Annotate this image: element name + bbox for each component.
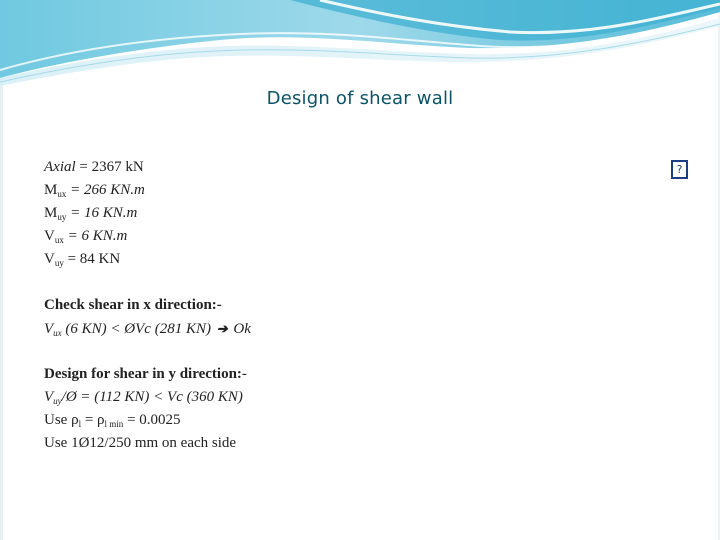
use-bars-line: Use 1Ø12/250 mm on each side (44, 435, 237, 451)
design-y-label: V (44, 389, 54, 405)
muy-line (44, 202, 251, 225)
vux-subscript: ux (54, 235, 64, 245)
use-rho-line (44, 409, 251, 432)
check-x-text: (6 KN) < ØVc (281 KN) (65, 321, 211, 337)
vuy-subscript: uy (54, 258, 64, 268)
check-x-subscript: ux (53, 328, 62, 338)
check-x-result: Ok (233, 321, 251, 337)
missing-glyph-icon (671, 160, 688, 179)
design-y-heading-tail: - (241, 366, 247, 382)
use-rho-suffix: = 0.0025 (123, 412, 181, 428)
check-x-label: V (44, 321, 54, 337)
vuy-value: = 84 KN (67, 251, 121, 267)
design-y-subscript: uy (53, 396, 62, 406)
use-rho-prefix: Use ρ (44, 412, 79, 428)
vuy-line (44, 248, 251, 271)
muy-label: M (44, 205, 58, 221)
content-body (44, 156, 251, 455)
check-x-heading: Check shear in x direction:- (44, 297, 222, 313)
header-wave-decoration (0, 0, 720, 90)
vux-value: = 6 KN.m (67, 228, 128, 244)
rho-subscript-2: l min (104, 419, 124, 429)
design-y-heading (44, 363, 251, 386)
muy-subscript: uy (57, 212, 67, 222)
spacer (44, 271, 251, 294)
design-y-line (44, 386, 251, 409)
page-title: Design of shear wall (266, 88, 454, 109)
mux-line (44, 179, 251, 202)
mux-subscript: ux (57, 189, 67, 199)
vux-label: V (44, 228, 55, 244)
mux-value: = 266 KN.m (70, 182, 145, 198)
arrow-right-icon: ➔ (216, 321, 228, 336)
spacer (44, 340, 251, 363)
design-y-text: /Ø = (112 KN) < Vc (360 KN) (61, 389, 243, 405)
use-rho-mid: = ρ (81, 412, 105, 428)
mux-label: M (44, 182, 58, 198)
axial-value: = 2367 kN (79, 159, 144, 175)
axial-label: Axial (44, 159, 76, 175)
vuy-label: V (44, 251, 55, 267)
vux-line (44, 225, 251, 248)
muy-value: = 16 KN.m (70, 205, 138, 221)
missing-glyph-char: ? (676, 163, 683, 176)
check-x-line (44, 317, 251, 340)
axial-line (44, 156, 251, 179)
design-y-heading-text: Design for shear in y direction: (44, 366, 242, 382)
rho-subscript-1: l (78, 419, 82, 429)
